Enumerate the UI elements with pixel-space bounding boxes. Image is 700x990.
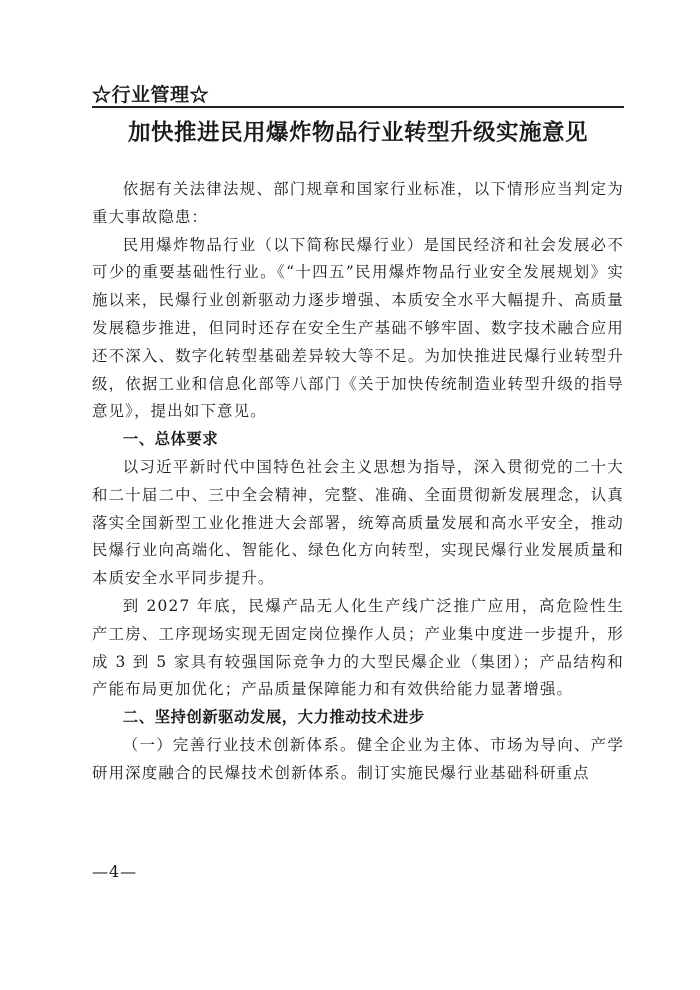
- section-label: ☆行业管理☆: [92, 84, 210, 106]
- paragraph-guiding-principles: 以习近平新时代中国特色社会主义思想为指导，深入贯彻党的二十大和二十届二中、三中全会精神，完整、准确、全面贯彻新发展理念，认真落实全国新型工业化推进大会部署，统筹高质量发展和高水平安全，推动民爆行业向高端化、智能化、绿色化方向转型，实现民爆行业发展质量和本质安全水平同步提升。: [92, 457, 624, 588]
- header-divider: [92, 106, 624, 108]
- page-number: —4—: [92, 862, 138, 881]
- paragraph-innovation-system: （一）完善行业技术创新体系。健全企业为主体、市场为导向、产学研用深度融合的民爆技术创新体系。制订实施民爆行业基础科研重点: [92, 735, 624, 782]
- section-heading-2: 二、坚持创新驱动发展，大力推动技术进步: [122, 708, 425, 727]
- document-body: [92, 176, 624, 788]
- section-heading-1: 一、总体要求: [122, 430, 219, 449]
- paragraph-intro: 依据有关法律法规、部门规章和国家行业标准，以下情形应当判定为重大事故隐患：: [92, 180, 624, 226]
- paragraph-2027-goals: 到 2027 年底，民爆产品无人化生产线广泛推广应用，高危险性生产工房、工序现场实现无固定岗位操作人员；产业集中度进一步提升，形成 3 到 5 家具有较强国际竞争力的大型民爆企业（集团）；产品结构和产能布局更加优化；产品质量保障能力和有效供给能力显著增强。: [92, 596, 624, 699]
- paragraph-background: 民用爆炸物品行业（以下简称民爆行业）是国民经济和社会发展必不可少的重要基础性行业。《“十四五”民用爆炸物品行业安全发展规划》实施以来，民爆行业创新驱动力逐步增强、本质安全水平大幅提升、高质量发展稳步推进，但同时还存在安全生产基础不够牢固、数字技术融合应用还不深入、数字化转型基础差异较大等不足。为加快推进民爆行业转型升级，依据工业和信息化部等八部门《关于加快传统制造业转型升级的指导意见》，提出如下意见。: [92, 235, 624, 421]
- document-title: 加快推进民用爆炸物品行业转型升级实施意见: [127, 120, 588, 146]
